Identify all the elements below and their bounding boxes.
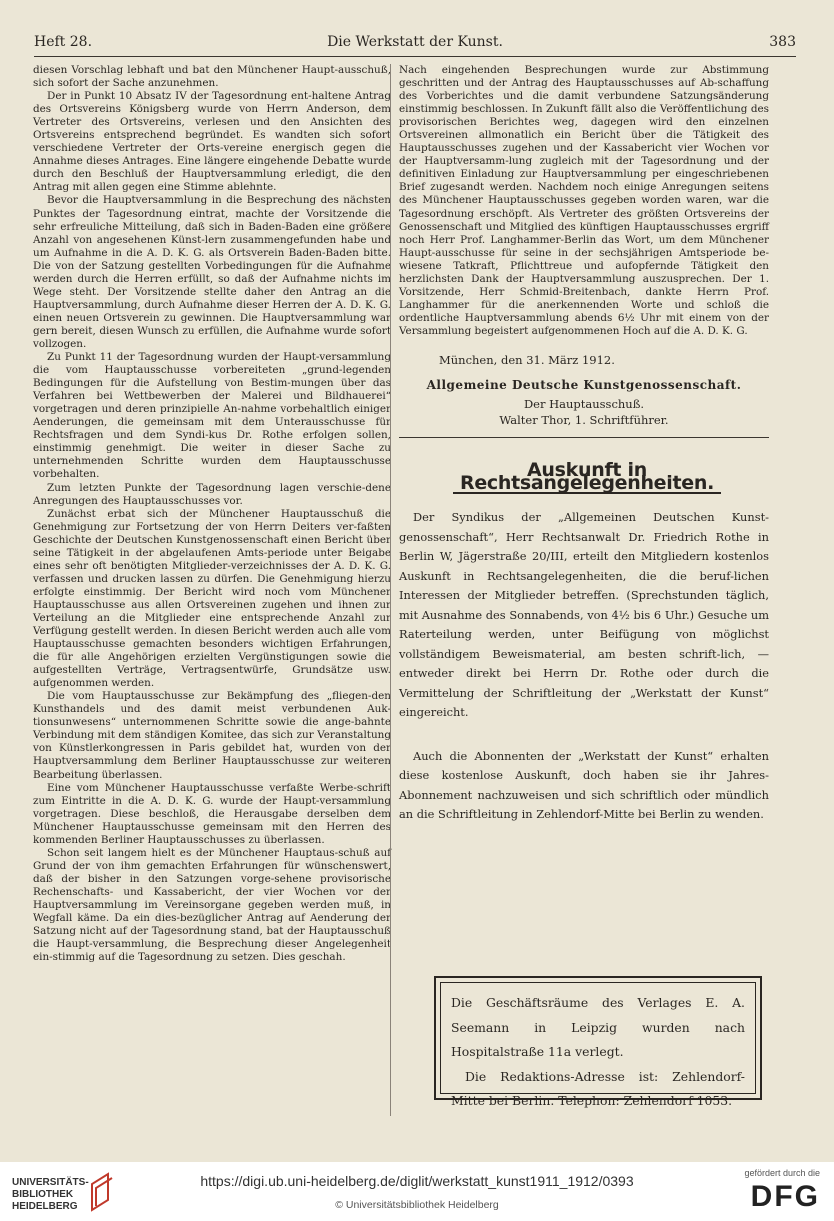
section-rule xyxy=(399,437,769,438)
paragraph: diesen Vorschlag lebhaft und bat den Münchener Haupt-ausschuß, sich sofort der Sache anzunehmen. xyxy=(33,64,391,90)
paragraph: Nach eingehenden Besprechungen wurde zur Abstimmung geschritten und der Antrag des Hauptausschusses auf Ab-schaffung des Vorberichtes und die damit verbundene Satzungsänderung einstimmig beschlossen. In Zukunft fällt also die Veröffentlichung des provisorischen Berichtes weg, dagegen wird den einzelnen Ortsvereinen allmonatlich ein Bericht über die Tätigkeit des Hauptausschusses zugehen und der Kassabericht vier Wochen vor der Hauptversamm-lung zugleich mit der Tagesordnung und der definitiven Einladung zur Hauptversammlung per eingeschriebenen Brief zugesandt werden. Nachdem noch einige Anregungen seitens des Münchener Hauptausschusses gegeben worden waren, war die Tagesordnung erschöpft. Als Vertreter des größten Ortsvereins der Genossenschaft und Mitglied des künftigen Hauptausschusses ergriff noch Herr Prof. Langhammer-Berlin das Wort, um dem Münchener Haupt-ausschusse für seine in der sechsjährigen Amtsperiode be-wiesene Tatkraft, Pflichttreue und aufopfernde Tätigkeit den herzlichsten Dank der Hauptversammlung auszusprechen. Der 1. Vorsitzende, Herr Schmid-Breitenbach, dankte Herrn Prof. Langhammer für die anerkennenden Worte und schloß die ordentliche Hauptversammlung abends 6½ Uhr mit einem von der Versammlung begeistert aufgenommenen Hoch auf die A. D. K. G. xyxy=(399,64,769,337)
paragraph: Der Syndikus der „Allgemeinen Deutschen Kunst-genossenschaft“, Herr Rechtsanwalt Dr. Friedrich Rothe in Berlin W, Jägerstraße 20/III, erteilt den Mitgliedern kostenlos Auskunft in Rechtsangelegenheiten, die die beruf-lichen Interessen der Mitglieder betreffen. (Sprechstunden täglich, mit Ausnahme des Sonnabends, von 4½ bis 6 Uhr.) Gesuche um Raterteilung werden, unter Beifügung von möglichst vollständigem Beweismaterial, am besten schrift-lich, — entweder direkt bei Herrn Dr. Rothe oder durch die Vermittelung der Schriftleitung der „Werkstatt der Kunst“ eingereicht. xyxy=(399,510,769,720)
page-number: 383 xyxy=(769,34,796,50)
paragraph: Zu Punkt 11 der Tagesordnung wurden der Haupt-versammlung die vom Hauptausschusse vorbereiteten „grund-legenden Bedingungen für die Aufstellung von Bestim-mungen über das Verfahren bei Wettbewerben der Malerei und Bildhauerei“ vorgetragen und deren prinzipielle An-nahme vorbehaltlich einiger Aenderungen, die gemeinsam mit dem Unterausschusse für Rechtsfragen und dem Syndi-kus Dr. Rothe erfolgen sollen, einstimmig genehmigt. Die weiter in dieser Sache zu unternehmenden Schritte wurden dem Hauptausschusse vorbehalten. xyxy=(33,351,391,481)
paragraph: Zum letzten Punkte der Tagesordnung lagen verschie-dene Anregungen des Hauptausschusses vor. xyxy=(33,481,391,507)
logo-text: BIBLIOTHEK xyxy=(12,1189,74,1200)
legal-advice-notice xyxy=(399,508,769,723)
paragraph: Auch die Abonnenten der „Werkstatt der Kunst“ erhalten diese kostenlose Auskunft, doch haben sie ihr Jahres-Abonnement nachzuweisen und sich schriftlich oder mündlich an die Schriftleitung in Zehlendorf-Mitte bei Berlin zu wenden. xyxy=(399,748,769,822)
journal-title: Die Werkstatt der Kunst. xyxy=(327,34,503,50)
column-divider xyxy=(390,64,391,1116)
page-header xyxy=(34,34,796,56)
issue-number: Heft 28. xyxy=(34,34,93,50)
organization-name: Allgemeine Deutsche Kunstgenossenschaft. xyxy=(426,378,742,393)
permalink-url[interactable]: https://digi.ub.uni-heidelberg.de/diglit/werkstatt_kunst1911_1912/0393 xyxy=(200,1173,634,1189)
dateline: München, den 31. März 1912. xyxy=(439,352,615,367)
header-rule xyxy=(34,56,796,57)
viewer-footer xyxy=(0,1162,834,1221)
signature-secretary: Walter Thor, 1. Schriftführer. xyxy=(499,413,669,428)
right-column xyxy=(399,64,769,825)
logo-text: UNIVERSITÄTS- xyxy=(12,1177,89,1188)
publisher-address-line: Die Geschäftsräume des Verlages E. A. Seemann in Leipzig wurden nach Hospitalstraße 11a verlegt. xyxy=(451,995,745,1059)
copyright-text: © Universitätsbibliothek Heidelberg xyxy=(335,1199,499,1211)
paragraph: Eine vom Münchener Hauptausschusse verfaßte Werbe-schrift zum Eintritte in die A. D. K. G. wurde der Haupt-versammlung vorgetragen. Diese beschloß, die Herausgabe derselben dem Münchener Hauptausschusse gemeinsam mit den Herren des kommenden Berliner Hauptausschusses zu überlassen. xyxy=(33,781,391,846)
logo-text: HEIDELBERG xyxy=(12,1201,78,1212)
publisher-notice-inner xyxy=(440,982,756,1108)
signature-committee: Der Hauptausschuß. xyxy=(523,397,645,412)
paragraph: Bevor die Hauptversammlung in die Besprechung des nächsten Punktes der Tagesordnung eintrat, machte der Vorsitzende die sehr erfreuliche Mitteilung, daß sich in Baden-Baden eine größere Anzahl von angesehenen Künst-lern zusammengefunden habe und um Aufnahme in die A. D. K. G. als Ortsverein Baden-Baden bitte. Die von der Satzung gestellten Vorbedingungen für die Aufnahme werden durch die Herren erfüllt, so daß der Aufnahme nichts im Wege steht. Der Vorsitzende stellte daher den Antrag an die Hauptversammlung, durch Aufnahme dieser Herren der A. D. K. G. einen neuen Ortsverein zu gewinnen. Die Hauptversammlung war gern bereit, diesen Wunsch zu erfüllen, die Aufnahme wurde sofort vollzogen. xyxy=(33,194,391,350)
paragraph: Die vom Hauptausschusse zur Bekämpfung des „fliegen-den Kunsthandels und des damit meist verbundenen Auk-tionsunwesens“ unternommenen Schritte sowie die ange-bahnte Verbindung mit dem ständigen Komitee, das sich zur Veranstaltung von Künstlerkongressen in Paris gebildet hat, wurden von der Hauptversammlung dem Berliner Hauptausschusse zur weiteren Bearbeitung überlassen. xyxy=(33,690,391,781)
paragraph: Zunächst erbat sich der Münchener Hauptausschuß die Genehmigung zur Fortsetzung der von Herrn Deiters ver-faßten Geschichte der Deutschen Kunstgenossenschaft einen Bericht über seine Tätigkeit in der abgelaufenen Amts-periode unter Beigabe eines sehr oft benötigten Mitglieder-verzeichnisses der A. D. K. G. verfassen und drucken lassen zu dürfen. Die Genehmigung hierzu erfolgte einstimmig. Der Bericht wird noch vom Münchener Hauptausschusse aus allen Ortsvereinen zugehen und ihnen zur Verteilung an die Mitglieder eine entsprechende Anzahl zur Verfügung gestellt werden. In diesen Bericht werden auch alle vom Hauptausschusse gemachten besonders wichtigen Erfahrungen, die für alle Angehörigen erzielten Vergünstigungen sowie die aufgestellten Verträge, Vertragsentwürfe, Grundsätze usw. aufgenommen werden. xyxy=(33,507,391,690)
editorial-address-line: Die Redaktions-Adresse ist: Zehlendorf-Mitte bei Berlin. Telephon: Zehlendorf 1053. xyxy=(451,1068,745,1108)
section-heading: Auskunft in Rechtsangelegenheiten. xyxy=(453,464,721,494)
paragraph: Der in Punkt 10 Absatz IV der Tagesordnung ent-haltene Antrag des Ortsvereins Königsberg wurde von Herrn Anderson, dem Vertreter des Ortsvereins, verlesen und den Ansichten des Ortsvereins entsprechend begründet. Es wandten sich sofort verschiedene Vertreter der Orts-vereine energisch gegen die Annahme dieses Antrages. Eine längere eingehende Debatte wurde durch den Beschluß der Hauptversammlung erledigt, die den Antrag mit allen gegen eine Stimme ablehnte. xyxy=(33,90,391,194)
paragraph: Schon seit langem hielt es der Münchener Hauptaus-schuß auf Grund der von ihm gemachten Erfahrungen für wünschenswert, daß der bisher in den Satzungen vorge-sehene provisorische Rechenschafts- und Kassabericht, der vier Wochen vor der Hauptversammlung im Vereinsorgane gegeben werden muß, in Wegfall käme. Da ein dies-bezüglicher Antrag auf Aenderung der Satzung nicht auf der Tagesordnung stand, bat der Hauptausschuß die Haupt-versammlung, die Besprechung dieser Angelegenheit ein-stimmig auf die Tagesordnung zu setzen. Dies geschah. xyxy=(33,846,391,964)
subscriber-notice xyxy=(399,747,769,825)
publisher-notice-box xyxy=(434,976,762,1108)
dfg-logo[interactable]: DFG xyxy=(750,1180,820,1213)
dfg-caption: gefördert durch die xyxy=(744,1168,820,1178)
left-column xyxy=(33,64,391,964)
